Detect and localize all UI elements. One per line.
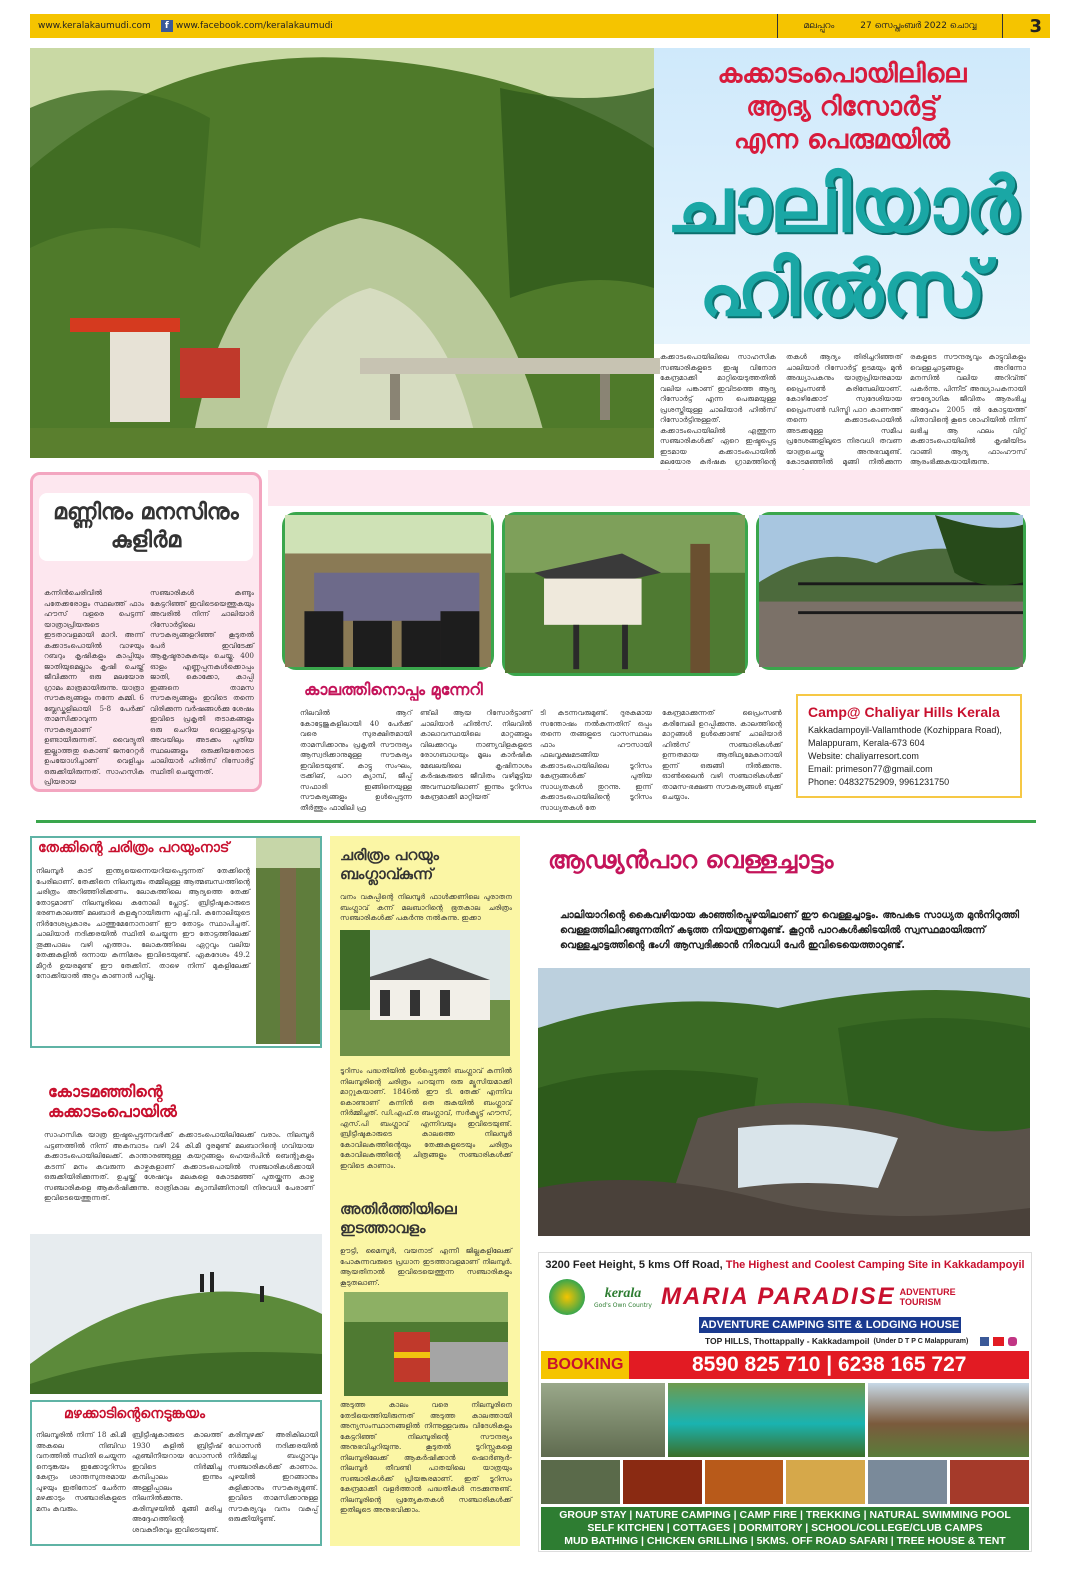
advert-address: [705, 1336, 1031, 1346]
waterfall-intro: [560, 908, 1020, 953]
border-title-line: ഇടത്താവളം: [340, 1219, 426, 1237]
bungalow-title: [340, 846, 439, 884]
lead-column-1-text: കക്കാടംപൊയിലിലെ സാഹസിക സഞ്ചാരികളുടെ ഇഷ്ട വിനോദ കേന്ദ്രമാക്കി മാറ്റിയെടുത്തതിൽ വലിയ പങ്കാണ് ഇവിടത്തെ ആദ്യ റിസോർട്ട് എന്ന പെരുമയുള്ള പ്രശസ്തിയുള്ള ചാലിയാർ ഹിൽസ് റിസോർട്ടിനുള്ളത്. കക്കാടംപൊയിലിൽ എത്തുന്ന സഞ്ചാരികൾക്ക് ഏറെ ഇഷ്ടപ്പെട്ട ഇടമായ കക്കാടംപൊയിൽ മലയോര കർഷക ഗ്രാമത്തിന്റെ: [660, 352, 776, 466]
kodamanj-body: [44, 1130, 314, 1230]
swimming-pool-photo: [668, 1383, 866, 1457]
time-column-1-text: നിലവിൽ ആറ് കോട്ടേജുകളിലായി 40 പേർക്ക് വരെ സുരക്ഷിതമായി താമസിക്കാനും പ്രകൃതി സൗന്ദര്യം ആസ്വദിക്കാനുമുള്ള സൗകര്യം ഇവിടെയുണ്ട്. കാട്ടു സംഘം, ട്രക്കിങ്, പാറ ക്യാമ്പ്, ജീപ്പ് സഫാരി ഇങ്ങിനെയുള്ള സൗകര്യങ്ങളും ഉൾപ്പെടുന്ന തീർത്തും ഫാമിലി ഫ്ര: [300, 708, 412, 812]
soil-title-line: മണ്ണിനും മനസിനും: [53, 500, 239, 525]
soil-column-1-text: കന്നിൻചെരിവിൽ പതേക്കരോളം സ്ഥലത്ത് ഫാം ഹൗസ് വളരെ പെട്ടന്ന് യാത്രാപ്രിയരുടെ ഇടതാവളമായി മാറി. അന്ന് കക്കാടംപൊയിൽ വാഴയും റബറും കൃഷികളും കാപ്പിയും ജാതിയുമെല്ലാം കൃഷി ചെയ്ത് ജീവിക്കുന്ന ഒരു മലയോര ഗ്രാമം മാത്രമായിരുന്നു. യാത്രാ സൗകര്യങ്ങളും നന്നേ കമ്മി. 6 ബ്ലേഡ്കളിലായി 5-8 പേർക്ക് താമസിക്കാവുന്ന സൗകര്യമാണ് ഉണ്ടായിരുന്നത്. വൈദ്യുതി ഇല്ലാത്തതു കൊണ്ട് ജനറേറ്റർ ഉപയോഗിച്ചാണ് വെളിച്ചം ഒരുക്കിയിരുന്നത്. സാഹസിക പ്രിയരായ: [44, 588, 144, 786]
time-column-2-text: ണ്ട്‌ലി ആയ റിസോർട്ടാണ് ചാലിയാർ ഹിൽസ്. നിലവിൽ കാലാവസ്ഥയിലെ മാറ്റങ്ങളും വിലക്കുറവും നാണ്യവിളകളുടെ രോഗബാധയും മൂലം കാർഷിക മേഖലയിലെ കൃഷിനാശം കർഷകരുടെ ജീവിതം വഴിമുട്ടിയ അവസ്ഥയിലാണ് ഇന്നും ടൂറിസം കേന്ദ്രമാക്കി മാറ്റിയത്: [420, 708, 532, 801]
grilling-thumb: [705, 1460, 784, 1504]
lead-kicker-line: എന്ന പെരുമയിൽ: [734, 125, 950, 155]
kerala-logo-tagline: God's Own Country: [594, 1301, 652, 1309]
misty-hills-photo: [30, 1234, 322, 1394]
rainforest-column-3-text: കരിമ്പുഴക്ക് അരികിലായി ഡോസൻ നദിക്കരയിൽ നിർമ്മിച്ച ബംഗ്ലാവും സഞ്ചാരികൾക്ക് കാണാം. പുഴയിൽ ഇറങ്ങാനും കുളിക്കാനും സൗകര്യമുണ്ട്. ഇവിടെ താമസിക്കാനുള്ള സൗകര്യവും വനം വകുപ്പ് ഒരുക്കിയിട്ടുണ്ട്.: [228, 1430, 318, 1523]
border-title: [340, 1200, 457, 1238]
kerala-tourism-logo: [593, 1286, 653, 1309]
rainforest-column-1-text: നിലമ്പൂരിൽ നിന്ന് 18 കി.മീ അകലെ നിബിഡ വനത്തിൽ സ്ഥിതി ചെയ്യുന്ന നെടുങ്കയം ഇക്കോടൂറിസം കേന്ദ്രം ശാന്തസുന്ദരമായ പുഴയും ഇതിനോട് ചേർന്ന മഴക്കാടും സഞ്ചാരികളുടെ മനം കവരും.: [36, 1430, 126, 1513]
tree-logo-icon: [549, 1279, 585, 1315]
rainforest-column-1: [36, 1430, 126, 1540]
advert-services-line: SELF KITCHEN | COTTAGES | DORMITORY | SCHOOL/COLLEGE/CLUB CAMPS: [587, 1522, 983, 1534]
bamboo-tunnel-photo: [30, 48, 654, 458]
booking-phones[interactable]: 8590 825 710 | 6238 165 727: [691, 1353, 967, 1376]
lead-title-line: ചാലിയാർ: [666, 160, 1018, 249]
lead-kicker-line: കക്കാടംപൊയിലിലെ: [717, 59, 967, 89]
cottage-thumb: [950, 1460, 1029, 1504]
heritage-bungalow-photo: [340, 930, 510, 1056]
instagram-icon[interactable]: [1008, 1337, 1017, 1346]
soil-title-line: കുളിർമ: [110, 528, 182, 553]
advert-brand-sub-line: TOURISM: [899, 1297, 942, 1307]
bungalow-body: [340, 1066, 512, 1194]
lead-kicker: [654, 58, 1030, 157]
advert-photo-strip: [541, 1383, 1029, 1457]
advert-brand: [661, 1283, 1021, 1311]
resort-contact-email[interactable]: Email: primeson77@gmail.com: [808, 764, 933, 774]
waterfall-intro-text: ചാലിയാറിന്റെ കൈവഴിയായ കാഞ്ഞിരപ്പുഴയിലാണ് ഈ വെള്ളച്ചാട്ടം. അപകട സാധ്യത മുൻനിറുത്തി വെള്ളത്തിലിറങ്ങുന്നതിന് കടുത്ത നിയന്ത്രണമുണ്ട്. കൂറ്റൻ പാറകൾക്കിടയിൽ സ്വസ്ഥമായിരുന്ന് വെള്ളച്ചാട്ടത്തിന്റെ ഭംഗി ആസ്വദിക്കാൻ നിരവധി പേർ ഇവിടെയെത്താറുണ്ട്.: [560, 910, 1020, 951]
soil-column-2: [150, 588, 254, 784]
time-column-2: [420, 708, 532, 800]
campfire-thumb: [623, 1460, 702, 1504]
waterfall-title: ആഢ്യൻപാറ വെള്ളച്ചാട്ടം: [548, 846, 834, 874]
resort-contact-name: Camp@ Chaliyar Hills Kerala: [808, 704, 1000, 720]
time-column-4: [662, 708, 782, 800]
soil-column-2-text: സഞ്ചാരികൾ കണ്ടും കേട്ടറിഞ്ഞ് ഇവിടെയെത്തുകയും അവരിൽ നിന്ന് ചാലിയാർ റിസോർട്ടിലെ സൗകര്യങ്ങളറിഞ്ഞ് കൂടുതൽ പേർ ഇവിടേക്ക് ആകൃഷ്ടരാകുകയും ചെയ്തു. 400 ഓളം എണ്ണപ്പനകൾക്കൊപ്പം ജാതി, കൊക്കോ, കാപ്പി ഇങ്ങനെ താമസ സൗകര്യങ്ങളും ഇവിടെ തന്നെ വിരിക്കുന്ന വർഷങ്ങൾക്കു ശേഷം ഇവിടെ പ്രകൃതി തടാകങ്ങളും ഒരു ചെറിയ വെള്ളച്ചാട്ടവും അവയിലും അടക്കം പുതിയ സ്ഥലങ്ങളും ഒരുക്കിയതോടെ ചാലിയാർ ഹിൽസ് റിസോർട്ട് സ്ഥിതി ചെയ്യുന്നത്.: [150, 588, 254, 776]
lead-column-1: [660, 352, 776, 466]
lead-title: [654, 160, 1030, 333]
soil-column-1: [44, 588, 144, 784]
bungalow-title-line: ബംഗ്ലാവ്കുന്ന്: [340, 865, 434, 883]
resort-contact-phone[interactable]: Phone: 04832752909, 9961231750: [808, 777, 950, 787]
resort-contact-website[interactable]: Website: chaliyarresort.com: [808, 751, 919, 761]
lead-title-box: [654, 48, 1030, 344]
rainforest-title: മഴക്കാടിന്റെനെടുങ്കയം: [64, 1406, 205, 1422]
facebook-icon: f: [161, 20, 173, 32]
border-title-line: അതിർത്തിയിലെ: [340, 1200, 457, 1218]
teak-body-text: നിലമ്പൂർ കാട് ഇന്ത്യയെന്നെയറിയപ്പെടുന്നത് തേക്കിന്റെ പേരിലാണ്. തേക്കിനെ നിലമ്പൂരും തമ്മിലുള്ള ആത്മബന്ധത്തിന്റെ ചരിത്രം അറിഞ്ഞിരിക്കണം. ലോകത്തിലെ ആദ്യത്തെ തേക്ക് തോട്ടമാണ് നിലമ്പൂരിലെ കനോലി പ്ലോട്ട്. ബ്രിട്ടീഷുകാരുടെ ഭരണകാലത്ത് മലബാർ കളക്ടറായിരുന്ന എച്ച്.വി. കനോലിയുടെ നിർദേശപ്രകാരം ചാത്തുമേനോനാണ് ഈ തോട്ടം സ്ഥാപിച്ചത്. ചാലിയാർ നദിക്കരയിൽ സ്ഥിതി ചെയ്യുന്ന ഈ തോട്ടത്തിലേക്ക് തൂക്കുപാലം വഴി എത്താം. ലോകത്തിലെ ഏറ്റവും വലിയ തേക്കുകളിൽ ഒന്നായ കന്നിമരം ഇവിടെയുണ്ട്. ഏകദേശം 49.2 മീറ്റർ ഉയരമുണ്ട് ഈ തേക്കിന്. താഴെ നിന്ന് മുകളിലേക്ക് നോക്കിയാൽ അറ്റം കാണാൻ പറ്റില്ല.: [36, 866, 250, 980]
kodamanj-title-line: കക്കാടംപൊയിൽ: [48, 1102, 177, 1121]
jeep-safari-thumb: [541, 1460, 620, 1504]
time-column-4-text: കേന്ദ്രമാക്കുന്നത് പ്രൈംസൺ കരിമ്പേലി ഉറപ്പിക്കുന്നു. കാലത്തിന്റെ മാറ്റങ്ങൾ ഉൾക്കൊണ്ട് ചാലിയാർ ഹിൽസ് സഞ്ചാരികൾക്ക് ഉന്നതമായ ആതിഥ്യമേകാനായി ഇന്ന് ഒരുങ്ങി നിൽക്കുന്നു. ഓൺലൈൻ വഴി സഞ്ചാരികൾക്ക് താമസ-ഭക്ഷണ സൗകര്യങ്ങൾ ബുക്ക് ചെയ്യാം.: [662, 708, 782, 801]
lead-title-line: ഹിൽസ്: [698, 244, 986, 333]
pink-divider-strip: [268, 470, 1030, 506]
time-column-3: [540, 708, 652, 812]
waterfall-photo: [538, 968, 1030, 1236]
advert-brand-sub-line: ADVENTURE: [899, 1287, 956, 1297]
advert-brand-row: [539, 1279, 1031, 1315]
bungalow-intro-text: വനം വകുപ്പിന്റെ നിലമ്പൂർ ഫാൾക്കണിലെ പുരാതന ബംഗ്ലാവ് കന്ന് മലബാറിന്റെ ഭൂതകാല ചരിത്രം സഞ്ചാരികൾക്ക് പകർന്നു നൽകുന്നു. ഇക്കാ: [340, 892, 512, 922]
lead-column-3-text: രകളുടെ സൗന്ദര്യവും കാട്ടുവികളും വെള്ളച്ചാട്ടങ്ങളും അറിന്നോ മനസിൽ വലിയ അറിവ്ന്ത് പകർന്നു. പിന്നീട് അദ്ധ്യാപകനായി ഔദ്യോഗിക ജീവിതം ആരംഭിച്ച അദ്ദേഹം 2005 ൽ കോട്ടയത്ത് പിതാവിന്റെ കൂടെ ശാഹിയിൽ നിന്ന് ലഭിച്ച ആ ഫലം വിറ്റ് കക്കാടംപൊയിലിൽ കൃഷിയിടം വാങ്ങി ആദ്യ ഫാംഹൗസ് ആരംഭിക്കുകയായിരുന്നു.: [910, 352, 1026, 466]
masthead-divider: [1002, 14, 1003, 38]
booking-label: BOOKING: [541, 1351, 629, 1379]
teak-tree-photo: [256, 838, 320, 1044]
food-thumb: [786, 1460, 865, 1504]
advert-headline: [539, 1259, 1031, 1271]
masthead-date: 27 സെപ്തംബർ 2022 ചൊവ്വ: [860, 21, 977, 31]
teak-title: തേക്കിന്റെ ചരിത്രം പറയുംനാട്: [38, 840, 230, 856]
kodamanj-body-text: സാഹസിക യാത്ര ഇഷ്ടപ്പെടുന്നവർക്ക് കക്കാടംപൊയിലിലേക്ക് വരാം. നിലമ്പൂർ പട്ടണത്തിൽ നിന്ന് അകമ്പാടം വഴി 24 കി.മീ ദൂരമുണ്ട് മലബാറിന്റെ ഗവിയായ കക്കാടംപൊയിലിലേക്ക്. കാന്താരഞ്ഞുള്ള കയറ്റങ്ങളും ഹെയർപിൻ ബെന്റുകളും കടന്ന് മനം കവരുന്ന കാഴ്ചകളാണ് കക്കാടംപൊയിൽ സഞ്ചാരികൾക്കായി ഒരുക്കിയിരിക്കുന്നത്. ഉച്ചയ്ക്ക് ശേഷവും മലകളെ കോടമഞ്ഞ് പുതയ്ക്കുന്ന കാഴ്ച സഞ്ചാരികളെ ആകർഷിക്കുന്നു. രാത്രികാല ക്യാമ്പിങ്ങിനായി നിരവധി പേരാണ് ഇവിടെയെത്തുന്നത്.: [44, 1130, 314, 1202]
rainforest-column-2-text: ബ്രിട്ടീഷുകാരുടെ കാലത്ത് 1930 കളിൽ ബ്രിട്ടീഷ് എഞ്ചിനീയറായ ഡോസൻ ഇവിടെ നിർമ്മിച്ച കമ്പിപ്പാലം ഇന്നും അള്ളിപ്പാലം നിലനിൽക്കുന്നു. കരിമ്പുഴയിൽ മുങ്ങി മരിച്ച അദ്ദേഹത്തിന്റെ ശവകുടീരവും ഇവിടെയുണ്ട്.: [132, 1430, 222, 1534]
masthead-divider: [777, 14, 778, 38]
advert-thumb-strip: [541, 1460, 1029, 1504]
masthead-facebook-url: www.facebook.com/keralakaumudi: [175, 21, 333, 31]
maria-paradise-advert: [538, 1252, 1032, 1552]
advert-headline-red: The Highest and Coolest Camping Site in Kakkadampoyil: [725, 1259, 1025, 1271]
bungalow-title-line: ചരിത്രം പറയും: [340, 846, 439, 864]
resort-contact-box: [796, 694, 1022, 798]
advert-services-line: GROUP STAY | NATURE CAMPING | CAMP FIRE | TREKKING | NATURAL SWIMMING POOL: [559, 1509, 1011, 1521]
lead-kicker-line: ആദ്യ റിസോർട്ട്: [746, 92, 938, 122]
advert-headline-black: 3200 Feet Height, 5 kms Off Road,: [545, 1259, 723, 1271]
kerala-logo-text: kerala: [604, 1285, 642, 1301]
nilambur-train-photo: [344, 1292, 508, 1396]
border-body-text: അടുത്ത കാലം വരെ നിലമ്പൂരിനെ തേടിയെത്തിയിരുന്നത് അടുത്ത കാലത്തായി അന്യസംസ്ഥാനങ്ങളിൽ നിന്നുള്ളവരും വിദേശികളും കേട്ടറിഞ്ഞ് നിലമ്പൂരിന്റെ സൗന്ദര്യം അനുഭവിച്ചറിയുന്നു. കൂടുതൽ ടൂറിസ്റ്റുകളെ നിലമ്പൂരിലേക്ക് ആകർഷിക്കാൻ ഷൊർണൂർ-നിലമ്പൂർ തീവണ്ടി പാതയിലെ യാത്രയും സഞ്ചാരികൾക്ക് പ്രിയങ്കരമാണ്. ഇത് ടൂറിസം കേന്ദ്രമാക്കി വളർത്താൻ പദ്ധതികൾ നടക്കുന്നുണ്ട്. നിലമ്പൂരിന്റെ പ്രത്യേകതകൾ സഞ്ചാരികൾക്ക് ഇതിലൂടെ അനുഭവിക്കാം.: [340, 1400, 512, 1514]
border-intro-text: ഊട്ടി, മൈസൂർ, വയനാട് എന്നീ ജില്ലകളിലേക്ക് പോകുന്നവരുടെ പ്രധാന ഇടത്താവളമാണ് നിലമ്പൂർ. ആയതിനാൽ ഇവിടെയെത്തുന്ന സഞ്ചാരികളും കൂടുതലാണ്.: [340, 1246, 512, 1287]
hill-view-deck-photo: [756, 512, 1026, 670]
resort-contact-city: Malappuram, Kerala-673 604: [808, 738, 925, 748]
bungalow-body-text: ടൂറിസം പദ്ധതിയിൽ ഉൾപ്പെടുത്തി ബംഗ്ലാവ് കന്നിൽ നിലമ്പൂരിന്റെ ചരിത്രം പറയുന്ന ഒരു മ്യൂസിയമാക്കി മാറ്റുകയാണ്. 1846ൽ ഈ ടി. തേക്ക് എന്നിവ കൊണ്ടാണ് കന്നിൻ തെ രുകയിൽ ബംഗ്ലാവ് നിർമ്മിച്ചത്. ഡി.എഫ്.ഒ ബംഗ്ലാവ്, സർക്യൂട്ട് ഹൗസ്, എസ്.പി ബംഗ്ലാവ് എന്നിവയും ഇവിടെയുണ്ട്. ബ്രിട്ടീഷുകാരുടെ കാലത്തെ നിലമ്പൂർ കോവിലകത്തിന്റെയും തേക്കുകളുടെയും ചരിത്രം കോവിലകത്തിന്റെ ചിത്രങ്ങളും സഞ്ചാരികൾക്ക് ഇവിടെ കാണാം.: [340, 1066, 512, 1170]
lead-column-2: [786, 352, 902, 466]
rainforest-column-2: [132, 1430, 222, 1540]
masthead-bar: [30, 14, 1050, 38]
section-divider-rule: [36, 820, 1036, 823]
advert-services: [541, 1507, 1029, 1550]
advert-services-line: MUD BATHING | CHICKEN GRILLING | 5KMS. OFF ROAD SAFARI | TREE HOUSE & TENT: [564, 1535, 1006, 1547]
tree-cottage-photo: [502, 512, 748, 676]
time-column-3-text: ടി കടന്നവരുമുണ്ട്. ദുരകമായ സന്തോഷം നൽകുന്നതിന് ഒപ്പം തന്നെ തങ്ങളുടെ വാസസ്ഥലം ഫാം ഹൗസായി ഫലവൃക്ഷമടങ്ങിയ കക്കാടംപൊയിലിലെ ടൂറിസം കേന്ദ്രങ്ങൾക്ക് പുതിയ സാധ്യതകൾ തുറന്നു. ഇന്ന് കക്കാടംപൊയിലിന്റെ ടൂറിസം സാധ്യതകൾ തേ: [540, 708, 652, 812]
lodge-photo: [868, 1383, 1029, 1457]
masthead-facebook[interactable]: [161, 20, 333, 32]
booking-bar: [541, 1351, 1029, 1379]
kodamanj-title-line: കോടമഞ്ഞിന്റെ: [48, 1082, 163, 1101]
rainforest-column-3: [228, 1430, 318, 1540]
youtube-icon[interactable]: [993, 1337, 1004, 1346]
page-number: 3: [1029, 15, 1042, 37]
masthead-section: മലപ്പുറം: [803, 21, 835, 31]
dining-area-photo: [282, 512, 494, 670]
time-title: കാലത്തിനൊപ്പം മുന്നേറി: [304, 680, 483, 699]
masthead-website[interactable]: www.keralakaumudi.com: [38, 21, 151, 31]
elephant-photo: [541, 1383, 665, 1457]
teak-body: [36, 866, 250, 1042]
advert-brand-name: MARIA PARADISE: [661, 1283, 896, 1310]
facebook-icon[interactable]: [980, 1337, 989, 1346]
resort-contact-address: Kakkadampoyil-Vallamthode (Kozhippara Road),: [808, 725, 1002, 735]
kodamanj-title: [48, 1082, 177, 1122]
soil-title: [39, 493, 253, 561]
advert-bar: ADVENTURE CAMPING SITE & LODGING HOUSE: [700, 1319, 960, 1331]
lead-column-3: [910, 352, 1026, 466]
border-body: [340, 1400, 512, 1540]
advert-brand-sub: [900, 1287, 956, 1307]
border-intro: [340, 1246, 512, 1288]
lead-column-2-text: തകൾ ആദ്യം തിരിച്ചറിഞ്ഞത് ചാലിയാർ റിസോർട്ട് ഉടമയും മുൻ അദ്ധ്യാപകനും യാത്രപ്രിയനുമായ പ്രൈംസൺ കരിമ്പേലിയാണ്. കോഴിക്കോട് സ്വദേശിയായ പ്രൈംസൺ ഡിസ്ട്രി പാറ കാണത്ത് തന്നെ കക്കാടംപൊയിൽ അടക്കമുള്ള സമീപ പ്രദേശങ്ങളിലൂടെ നിരവധി തവണ യാത്രചെയ്ത അനുഭവമുണ്ട്. കോടമഞ്ഞിൽ മുങ്ങി നിൽക്കുന്ന: [786, 352, 902, 466]
bungalow-intro: [340, 892, 512, 926]
trekking-thumb: [868, 1460, 947, 1504]
advert-address-text: TOP HILLS, Thottappally - Kakkadampoil: [705, 1336, 870, 1346]
time-column-1: [300, 708, 412, 812]
advert-address-note: (Under D T P C Malappuram): [873, 1337, 969, 1345]
